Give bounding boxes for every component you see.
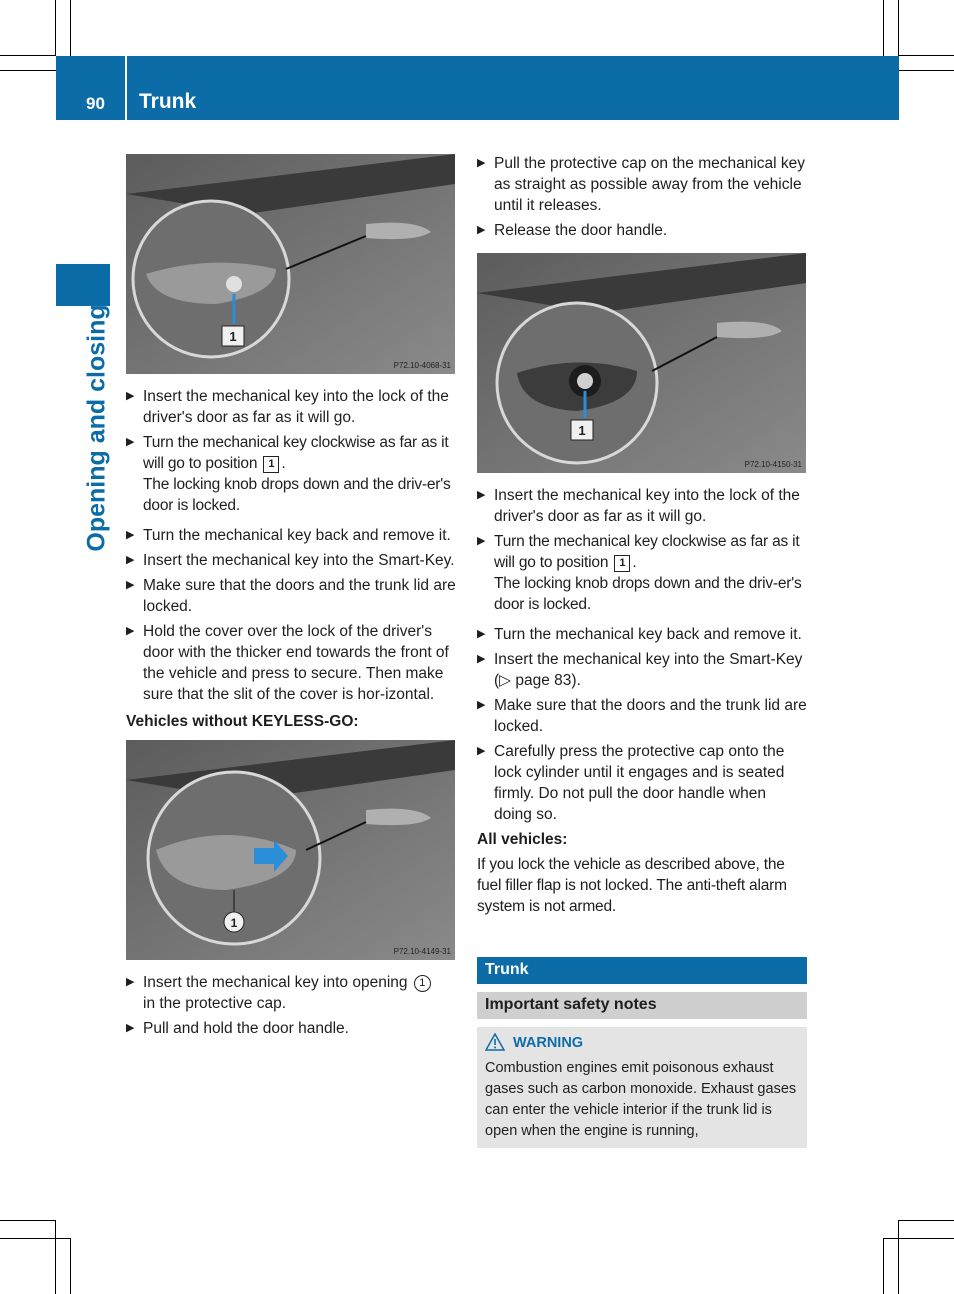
step-text: Turn the mechanical key clockwise as far as it will go to position — [494, 533, 800, 571]
arrow-icon: ▶ — [126, 625, 135, 637]
arrow-icon: ▶ — [126, 554, 135, 566]
callout-1: 1 — [230, 916, 238, 930]
crop-mark — [883, 1238, 954, 1239]
list-item — [477, 624, 807, 645]
figure-door-lock — [126, 154, 455, 374]
step-text: Carefully press the protective cap onto the lock cylinder until it engages and is seated firmly. Do not pull the door handle when doing so. — [494, 743, 785, 823]
crop-mark — [70, 0, 71, 56]
step-text: Insert the mechanical key into the lock of the driver's door as far as it will go. — [494, 487, 800, 525]
step-text: Turn the mechanical key back and remove it. — [494, 626, 802, 643]
arrow-icon: ▶ — [126, 436, 135, 448]
subheading: Vehicles without KEYLESS-GO: — [126, 713, 359, 730]
list-item — [477, 649, 807, 691]
step-text: Hold the cover over the lock of the driver's door with the thicker end towards the front of the vehicle and press to secure. Then make sure that the slit of the cover is hor-izontal. — [143, 623, 449, 703]
arrow-icon: ▶ — [477, 699, 486, 711]
header-divider — [125, 56, 127, 120]
arrow-icon: ▶ — [126, 529, 135, 541]
list-item — [126, 972, 456, 1014]
list-item — [126, 550, 456, 571]
section-title: Trunk — [139, 90, 197, 113]
step-text: Insert the mechanical key into the lock of the driver's door as far as it will go. — [143, 388, 449, 426]
key-in-lock-illustration — [477, 253, 806, 473]
protective-cap-illustration — [126, 740, 455, 960]
arrow-icon: ▶ — [477, 628, 486, 640]
step-text: Make sure that the doors and the trunk lid are locked. — [143, 577, 456, 615]
crop-mark — [0, 55, 56, 56]
step-text: Insert the mechanical key into opening — [143, 974, 408, 991]
list-item — [126, 525, 456, 546]
crop-mark — [0, 70, 56, 71]
list-item — [126, 575, 456, 617]
figure-key-in-lock — [477, 253, 806, 473]
arrow-icon: ▶ — [477, 535, 486, 547]
arrow-icon: ▶ — [477, 157, 486, 169]
list-item — [477, 741, 807, 825]
opening-number: 1 — [414, 975, 431, 992]
page-number: 90 — [86, 94, 105, 113]
position-box: 1 — [614, 555, 630, 572]
list-item — [477, 220, 807, 241]
step-text: Release the door handle. — [494, 222, 668, 239]
crop-mark — [899, 70, 954, 71]
subheading: All vehicles: — [477, 831, 568, 848]
crop-mark — [0, 1220, 56, 1221]
crop-mark — [0, 1238, 70, 1239]
crop-mark — [55, 1220, 56, 1294]
crop-mark — [55, 0, 56, 56]
step-text: Insert the mechanical key into the Smart-Key. — [143, 552, 455, 569]
list-item — [477, 485, 807, 527]
chapter-label: Opening and closing — [82, 304, 111, 552]
left-column — [126, 154, 456, 1043]
figure-code: P72.10-4149-31 — [393, 947, 451, 956]
arrow-icon: ▶ — [477, 745, 486, 757]
figure-protective-cap — [126, 740, 455, 960]
step-text: in the protective cap. — [143, 995, 287, 1012]
step-text: Pull and hold the door handle. — [143, 1020, 349, 1037]
step-text: Make sure that the doors and the trunk lid are locked. — [494, 697, 807, 735]
crop-mark — [898, 1220, 899, 1294]
crop-mark — [883, 1238, 884, 1294]
list-item: ▶ Turn the mechanical key clockwise as far as it will go to position 1 . The locking knob drops down and the driv-er's door is locked. — [477, 531, 807, 615]
crop-mark — [883, 0, 884, 56]
step-text: Pull the protective cap on the mechanical key as straight as possible away from the vehicle until it releases. — [494, 155, 806, 214]
step-note: The locking knob drops down and the driv-er's door is locked. — [494, 575, 802, 613]
list-item: ▶ Turn the mechanical key clockwise as far as it will go to position 1 . The locking knob drops down and the driv-er's door is locked. — [126, 432, 456, 516]
warning-label: WARNING — [513, 1035, 584, 1051]
step-text: Turn the mechanical key back and remove it. — [143, 527, 451, 544]
callout-1: 1 — [229, 329, 237, 344]
figure-code: P72.10-4068-31 — [393, 361, 451, 370]
crop-mark — [899, 55, 954, 56]
list-item — [126, 621, 456, 705]
warning-box — [477, 1027, 807, 1148]
arrow-icon: ▶ — [126, 976, 135, 988]
step-text: Turn the mechanical key clockwise as far as it will go to position — [143, 434, 449, 472]
list-item — [477, 153, 807, 216]
arrow-icon: ▶ — [477, 653, 486, 665]
arrow-icon: ▶ — [477, 489, 486, 501]
list-item — [477, 695, 807, 737]
page-header — [56, 56, 899, 120]
arrow-icon: ▶ — [126, 390, 135, 402]
section-heading-trunk: Trunk — [477, 957, 807, 984]
arrow-icon: ▶ — [126, 579, 135, 591]
crop-mark — [70, 1238, 71, 1294]
arrow-icon: ▶ — [477, 224, 486, 236]
position-box: 1 — [263, 456, 279, 473]
step-text: Insert the mechanical key into the Smart-Key (▷ page 83). — [494, 651, 803, 689]
crop-mark — [898, 0, 899, 56]
callout-1: 1 — [578, 423, 586, 438]
warning-triangle-icon — [485, 1033, 505, 1051]
chapter-tab — [56, 264, 110, 306]
subsection-heading-safety: Important safety notes — [477, 992, 807, 1019]
step-note: The locking knob drops down and the driv-er's door is locked. — [143, 476, 451, 514]
warning-header — [485, 1033, 799, 1054]
warning-text: Combustion engines emit poisonous exhaust gases such as carbon monoxide. Exhaust gases can enter the vehicle interior if the trunk lid is open when the engine is running, — [485, 1060, 797, 1139]
list-item — [126, 1018, 456, 1039]
arrow-icon: ▶ — [126, 1022, 135, 1034]
crop-mark — [898, 1220, 954, 1221]
figure-code: P72.10-4150-31 — [744, 460, 802, 469]
right-column — [477, 153, 807, 1148]
paragraph: If you lock the vehicle as described above, the fuel filler flap is not locked. The anti-theft alarm system is not armed. — [477, 856, 787, 915]
list-item — [126, 386, 456, 428]
door-lock-illustration — [126, 154, 455, 374]
